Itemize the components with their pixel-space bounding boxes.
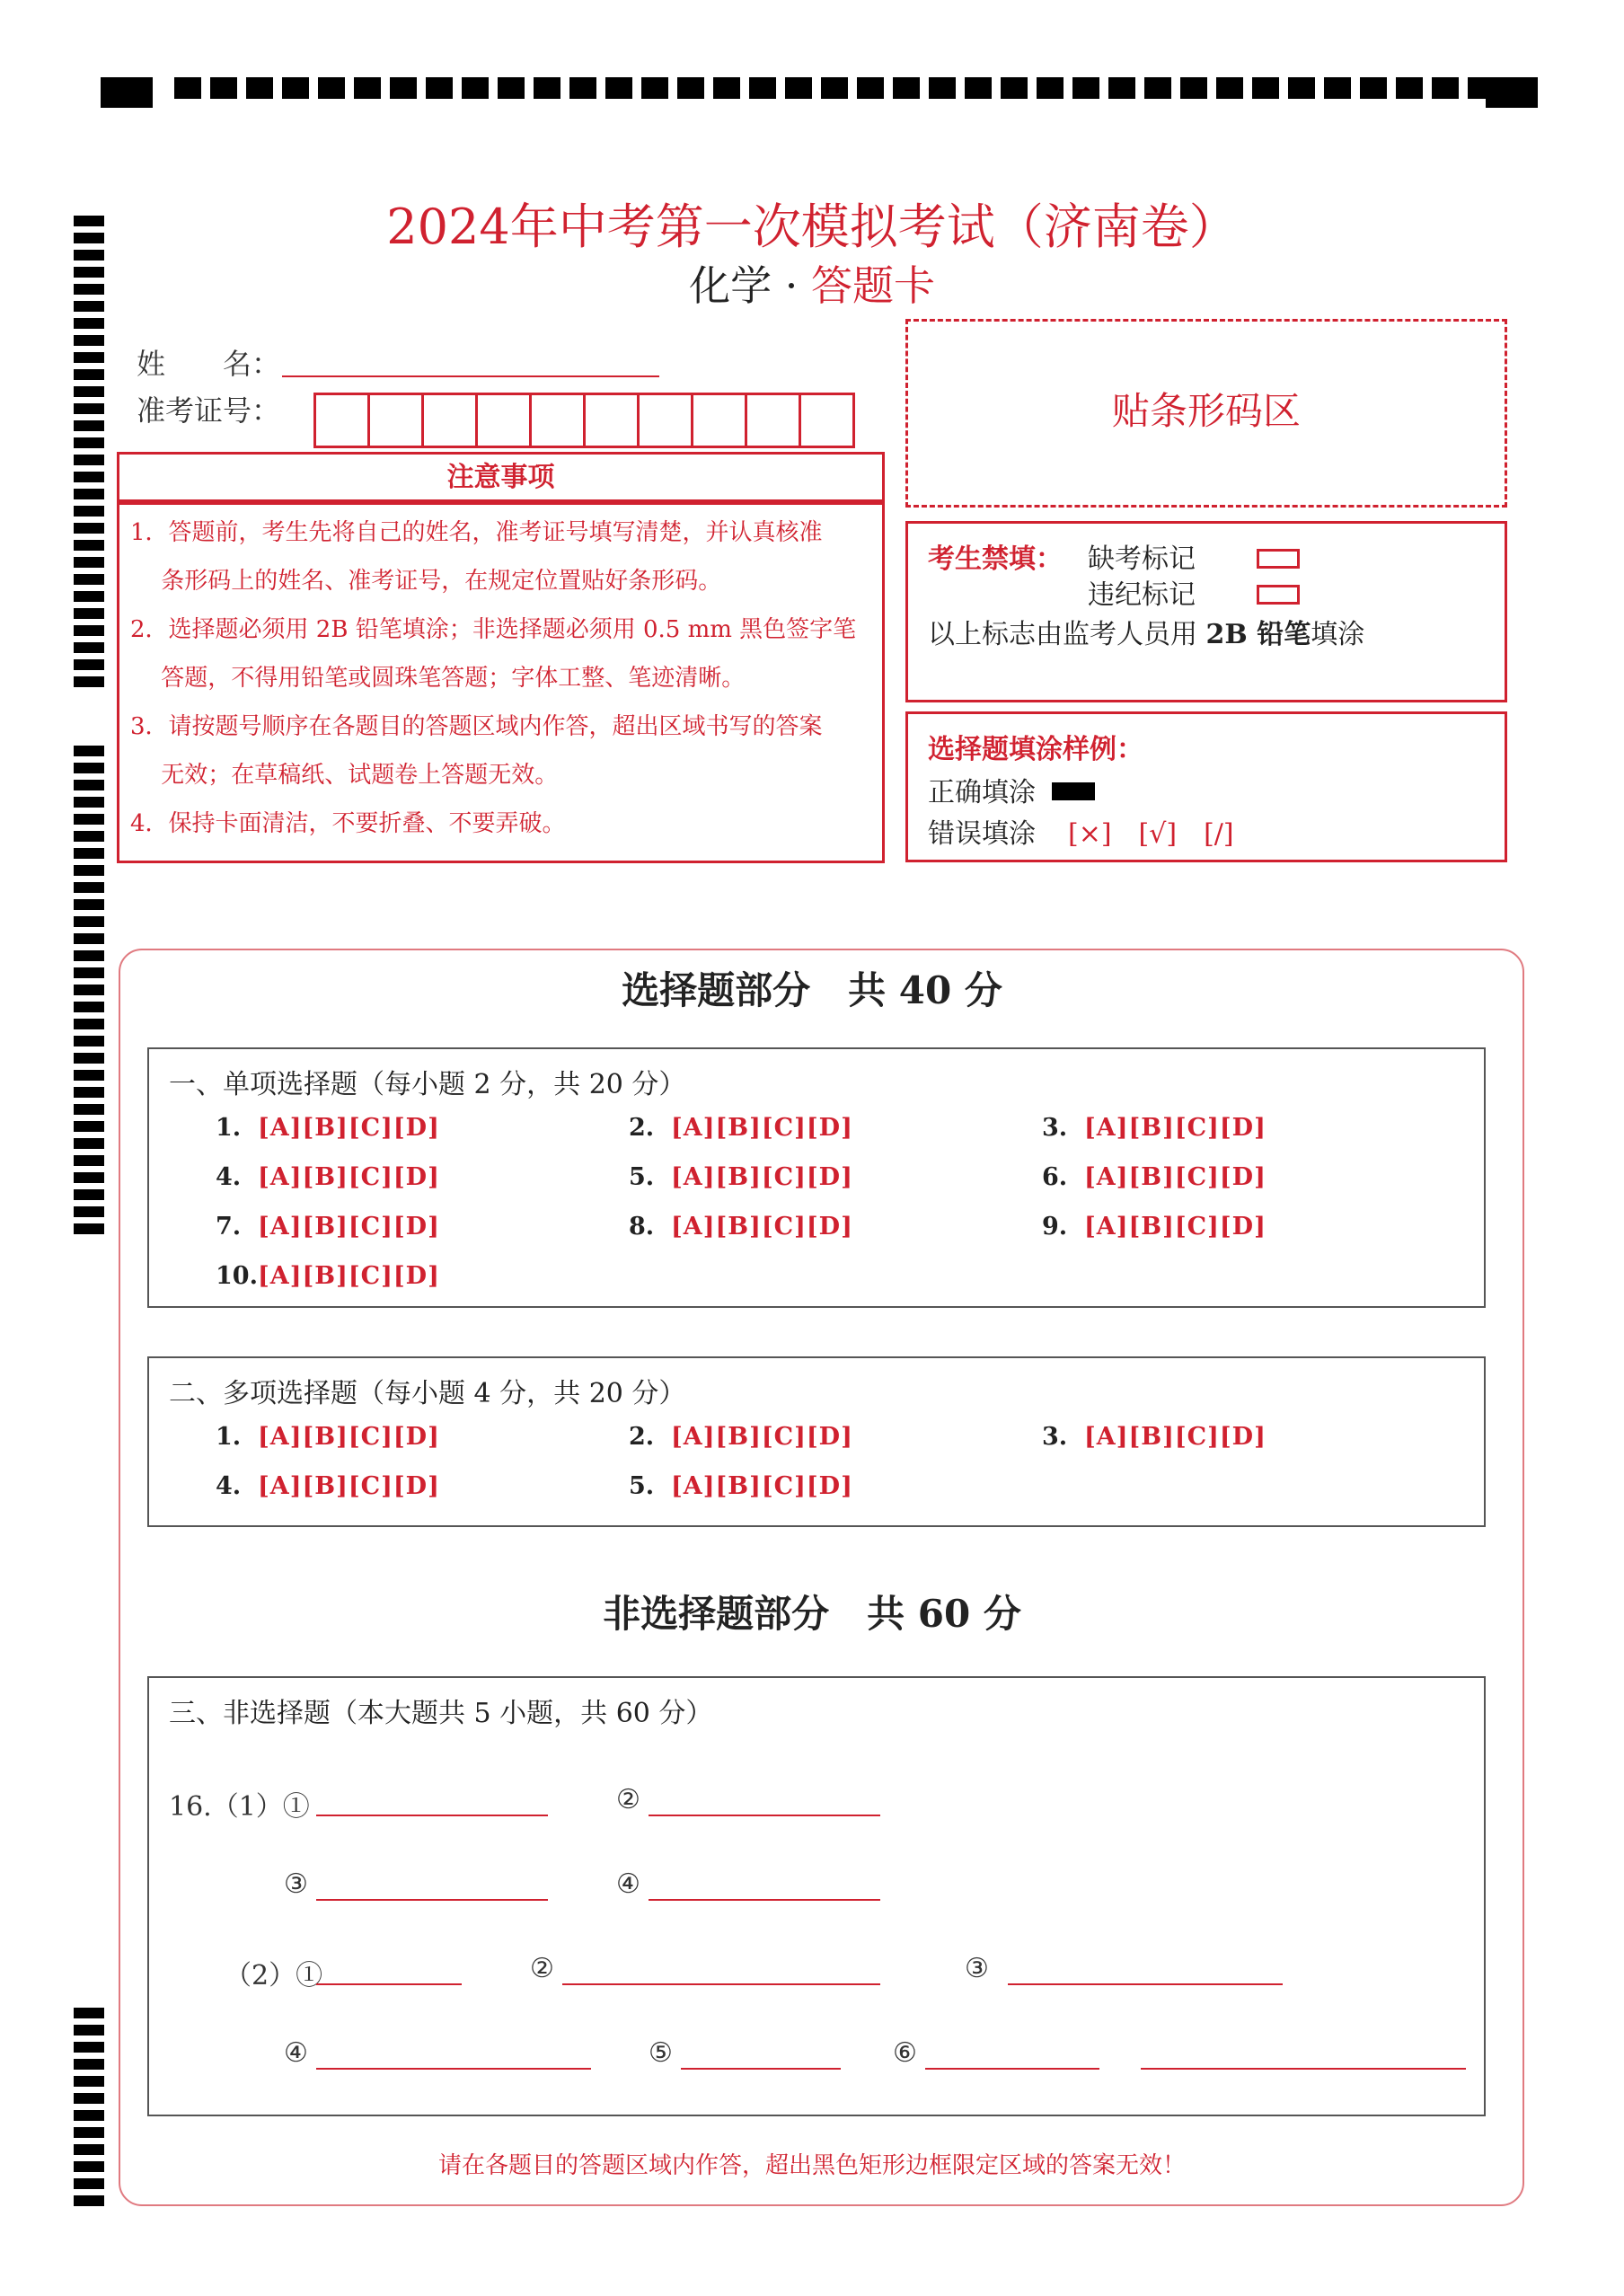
timing-mark [74, 1206, 104, 1217]
timing-mark [74, 2008, 104, 2018]
question-number: 4. [216, 1472, 242, 1500]
circle-4-label: ④ [284, 2037, 308, 2069]
circle-4-label: ④ [616, 1868, 640, 1900]
question-8[interactable] [629, 1213, 853, 1241]
timing-mark [74, 574, 104, 585]
name-field[interactable] [282, 375, 659, 377]
circle-2-label: ② [530, 1953, 554, 1984]
timing-mark [101, 77, 153, 108]
question-10[interactable] [216, 1262, 440, 1290]
timing-mark [74, 2059, 104, 2070]
timing-mark [677, 77, 704, 99]
timing-mark [1216, 77, 1243, 99]
question-number: 1. [216, 1423, 242, 1451]
timing-mark [749, 77, 776, 99]
question-number: 5. [629, 1472, 655, 1500]
timing-mark [1288, 77, 1315, 99]
timing-mark [74, 1019, 104, 1029]
multi-question-5[interactable] [629, 1472, 853, 1500]
timing-mark [74, 1104, 104, 1115]
footer-warning: 请在各题目的答题区域内作答，超出黑色矩形边框限定区域的答案无效！ [437, 2152, 1186, 2179]
subtitle-dot: · [784, 261, 799, 310]
timing-mark [74, 1223, 104, 1234]
answer-options[interactable]: [A][B][C][D] [258, 1472, 440, 1500]
timing-mark [74, 386, 104, 397]
exam-marks-note [928, 612, 1364, 651]
notice-line: 答题，不得用铅笔或圆珠笔答题；字体工整、笔迹清晰。 [130, 665, 746, 692]
fill-sample-title: 选择题填涂样例： [928, 734, 1143, 765]
id-digit-box[interactable] [747, 395, 801, 446]
timing-mark [74, 557, 104, 568]
answer-blank[interactable] [681, 2068, 841, 2070]
note-text-end: 填涂 [1311, 619, 1365, 650]
multi-question-2[interactable] [629, 1423, 853, 1451]
timing-mark [426, 77, 453, 99]
question-number: 2. [629, 1423, 655, 1451]
notice-title: 注意事项 [117, 452, 885, 502]
page-subtitle [0, 253, 1624, 313]
answer-options[interactable]: [A][B][C][D] [1084, 1423, 1267, 1451]
timing-mark [605, 77, 632, 99]
timing-mark [74, 1138, 104, 1149]
timing-mark [641, 77, 668, 99]
timing-mark [965, 77, 992, 99]
timing-mark [74, 642, 104, 653]
question-number: 7. [216, 1213, 242, 1241]
timing-mark [74, 1189, 104, 1200]
question-number: 8. [629, 1213, 655, 1241]
timing-mark [74, 2093, 104, 2104]
timing-mark [1486, 77, 1538, 108]
wrong-fill-label: 错误填涂 [928, 818, 1036, 850]
timing-mark [74, 420, 104, 431]
timing-mark [246, 77, 273, 99]
correct-fill-label: 正确填涂 [928, 777, 1036, 808]
answer-blank[interactable] [649, 1815, 880, 1816]
answer-options[interactable]: [A][B][C][D] [258, 1114, 440, 1142]
question-number: 1. [216, 1114, 242, 1142]
violation-label: 违纪标记 [1088, 579, 1196, 611]
timing-mark [74, 2076, 104, 2087]
timing-mark [1396, 77, 1423, 99]
timing-mark [74, 865, 104, 876]
note-text: 以上标志由监考人员用 [928, 619, 1206, 650]
notice-line: 3．请按题号顺序在各题目的答题区域内作答，超出区域书写的答案 [130, 713, 823, 740]
answer-options[interactable]: [A][B][C][D] [258, 1163, 440, 1191]
notice-line: 1．答题前，考生先将自己的姓名，准考证号填写清楚，并认真核准 [130, 519, 823, 546]
barcode-area[interactable]: 贴条形码区 [905, 319, 1507, 508]
question-9[interactable] [1042, 1213, 1267, 1241]
answer-blank[interactable] [925, 2068, 1099, 2070]
id-digit-box[interactable] [424, 395, 478, 446]
multi-choice-frame [147, 1356, 1486, 1527]
question-6[interactable] [1042, 1163, 1267, 1191]
single-choice-frame [147, 1047, 1486, 1308]
question-2[interactable] [629, 1114, 853, 1142]
timing-mark [1432, 77, 1459, 99]
timing-mark [74, 676, 104, 687]
question-1[interactable] [216, 1114, 440, 1142]
timing-mark [1144, 77, 1171, 99]
timing-mark [74, 1036, 104, 1046]
timing-mark [282, 77, 309, 99]
timing-mark [74, 523, 104, 534]
timing-mark [929, 77, 956, 99]
answer-blank[interactable] [316, 1899, 548, 1901]
notice-line: 2．选择题必须用 2B 铅笔填涂；非选择题必须用 0.5 mm 黑色签字笔 [130, 616, 857, 643]
timing-mark [1324, 77, 1351, 99]
timing-mark [174, 77, 201, 99]
multi-question-4[interactable] [216, 1472, 440, 1500]
timing-mark [785, 77, 812, 99]
answer-options[interactable]: [A][B][C][D] [258, 1423, 440, 1451]
question-3[interactable] [1042, 1114, 1267, 1142]
nonchoice-section-title: 非选择题部分 共 60 分 [603, 1592, 1021, 1636]
single-choice-title: 一、单项选择题（每小题 2 分，共 20 分） [169, 1069, 686, 1100]
notice-body [117, 502, 885, 863]
card-label: 答题卡 [810, 261, 935, 310]
id-number-boxes[interactable] [313, 393, 855, 448]
fill-sample-box [905, 711, 1507, 862]
timing-mark [318, 77, 345, 99]
timing-mark [74, 916, 104, 927]
circle-6-label: ⑥ [893, 2037, 917, 2069]
multi-choice-title: 二、多项选择题（每小题 4 分，共 20 分） [169, 1378, 686, 1409]
nonchoice-frame [147, 1676, 1486, 2116]
choice-section-title: 选择题部分 共 40 分 [622, 968, 1002, 1012]
notice-line: 条形码上的姓名、准考证号，在规定位置贴好条形码。 [130, 568, 722, 595]
timing-mark [74, 455, 104, 465]
timing-mark [74, 2042, 104, 2053]
question-5[interactable] [629, 1163, 853, 1191]
multi-question-3[interactable] [1042, 1423, 1267, 1451]
timing-mark [74, 1121, 104, 1132]
question-number: 6. [1042, 1163, 1068, 1191]
absent-mark-box[interactable] [1257, 549, 1300, 569]
timing-mark [857, 77, 884, 99]
id-digit-box[interactable] [640, 395, 693, 446]
question-number: 4. [216, 1163, 242, 1191]
answer-blank[interactable] [316, 2068, 591, 2070]
answer-options[interactable]: [A][B][C][D] [258, 1213, 440, 1241]
timing-mark [354, 77, 381, 99]
answer-blank[interactable] [1008, 1983, 1283, 1985]
wrong-fill-samples: [×] [√] [/] [1068, 818, 1234, 850]
timing-mark [74, 506, 104, 517]
id-label: 准考证号： [137, 393, 281, 428]
exam-marks-title: 考生禁填： [928, 543, 1063, 575]
timing-mark [1001, 77, 1028, 99]
circle-2-label: ② [616, 1784, 640, 1815]
timing-mark [1360, 77, 1387, 99]
timing-mark [74, 780, 104, 790]
absent-label: 缺考标记 [1088, 543, 1196, 575]
timing-mark [1252, 77, 1279, 99]
timing-mark [74, 472, 104, 482]
name-label: 姓 名： [137, 347, 281, 381]
timing-mark [74, 746, 104, 756]
question-number: 5. [629, 1163, 655, 1191]
question-number: 3. [1042, 1423, 1068, 1451]
question-number: 3. [1042, 1114, 1068, 1142]
answer-blank[interactable] [316, 1983, 462, 1985]
timing-mark [462, 77, 489, 99]
question-number: 2. [629, 1114, 655, 1142]
timing-mark [74, 2025, 104, 2035]
nonchoice-title: 三、非选择题（本大题共 5 小题，共 60 分） [169, 1698, 713, 1729]
timing-mark [1072, 77, 1099, 99]
notice-line: 4．保持卡面清洁，不要折叠、不要弄破。 [130, 810, 566, 837]
timing-mark [74, 437, 104, 448]
timing-mark [821, 77, 848, 99]
timing-mark [74, 608, 104, 619]
id-digit-box[interactable] [370, 395, 424, 446]
sub2-label: （2）① [225, 1960, 323, 1991]
timing-mark [210, 77, 237, 99]
timing-mark [74, 403, 104, 414]
id-digit-box[interactable] [693, 395, 747, 446]
answer-blank[interactable] [562, 1983, 880, 1985]
timing-mark [713, 77, 740, 99]
q16-label: 16.（1）① [169, 1791, 310, 1823]
id-digit-box[interactable] [316, 395, 370, 446]
answer-blank[interactable] [1141, 2068, 1466, 2070]
timing-mark [1037, 77, 1064, 99]
timing-mark [534, 77, 560, 99]
answer-options[interactable]: [A][B][C][D] [671, 1472, 853, 1500]
question-number: 9. [1042, 1213, 1068, 1241]
timing-mark [74, 848, 104, 859]
timing-mark [74, 763, 104, 773]
answer-options[interactable]: [A][B][C][D] [671, 1163, 853, 1191]
answer-options[interactable]: [A][B][C][D] [1084, 1163, 1267, 1191]
notice-line: 无效；在草稿纸、试题卷上答题无效。 [130, 762, 559, 789]
timing-mark [74, 1053, 104, 1064]
timing-mark [74, 318, 104, 329]
timing-mark [74, 797, 104, 808]
answer-options[interactable]: [A][B][C][D] [671, 1213, 853, 1241]
answer-options[interactable]: [A][B][C][D] [671, 1423, 853, 1451]
timing-mark [74, 933, 104, 944]
timing-mark [74, 831, 104, 842]
circle-3-label: ③ [284, 1868, 308, 1900]
timing-mark [74, 540, 104, 551]
timing-mark [74, 2195, 104, 2206]
id-digit-box[interactable] [586, 395, 640, 446]
timing-mark [74, 335, 104, 346]
correct-fill-sample [1052, 782, 1095, 800]
note-bold: 2B 铅笔 [1205, 619, 1311, 650]
timing-mark [74, 2110, 104, 2121]
timing-mark [74, 814, 104, 825]
timing-mark [74, 882, 104, 893]
multi-question-1[interactable] [216, 1423, 440, 1451]
answer-options[interactable]: [A][B][C][D] [671, 1114, 853, 1142]
timing-mark [1180, 77, 1207, 99]
subject-label: 化学 [689, 261, 772, 310]
timing-mark [74, 899, 104, 910]
question-number: 10. [216, 1262, 258, 1290]
timing-mark [893, 77, 920, 99]
timing-mark [74, 591, 104, 602]
timing-mark [498, 77, 525, 99]
timing-mark [1108, 77, 1135, 99]
violation-mark-box[interactable] [1257, 585, 1300, 605]
question-4[interactable] [216, 1163, 440, 1191]
answer-options[interactable]: [A][B][C][D] [1084, 1114, 1267, 1142]
answer-options[interactable]: [A][B][C][D] [257, 1262, 440, 1290]
circle-5-label: ⑤ [649, 2037, 673, 2069]
timing-mark [569, 77, 596, 99]
timing-mark [74, 352, 104, 363]
timing-mark [74, 369, 104, 380]
question-7[interactable] [216, 1213, 440, 1241]
id-digit-box[interactable] [478, 395, 532, 446]
timing-mark [74, 1087, 104, 1098]
id-digit-box[interactable] [801, 395, 855, 446]
timing-mark [74, 625, 104, 636]
timing-mark [390, 77, 417, 99]
answer-options[interactable]: [A][B][C][D] [1084, 1213, 1267, 1241]
id-digit-box[interactable] [532, 395, 586, 446]
timing-mark [74, 1070, 104, 1081]
circle-3-label: ③ [965, 1953, 989, 1984]
timing-mark [74, 2127, 104, 2138]
exam-marks-box [905, 521, 1507, 702]
timing-mark [74, 1172, 104, 1183]
timing-mark [74, 950, 104, 961]
timing-mark [74, 489, 104, 499]
answer-blank[interactable] [649, 1899, 880, 1901]
timing-mark [74, 659, 104, 670]
page-title: 2024年中考第一次模拟考试（济南卷） [386, 199, 1238, 255]
answer-blank[interactable] [316, 1815, 548, 1816]
timing-mark [74, 1155, 104, 1166]
